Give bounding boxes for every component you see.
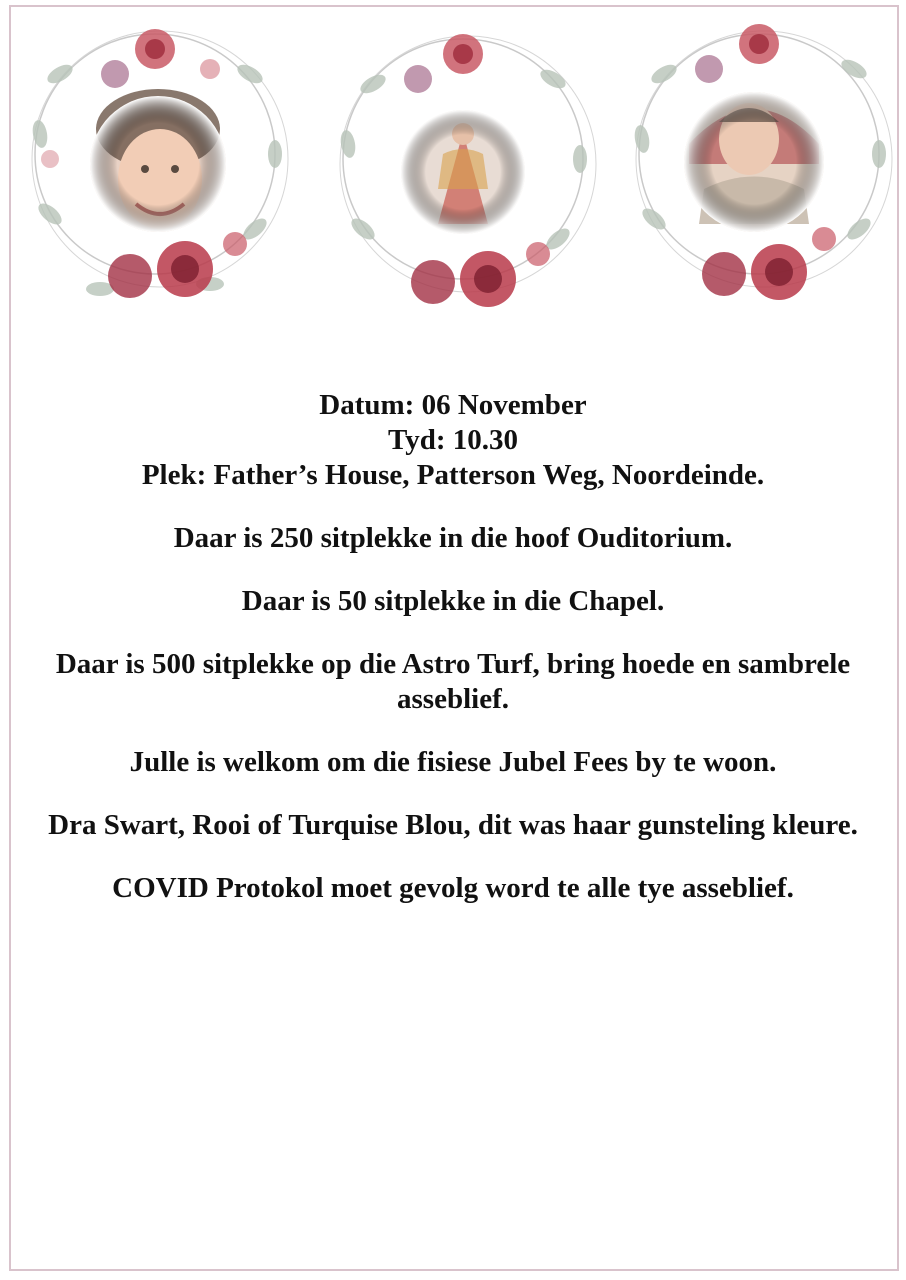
floral-wreath-icon	[318, 14, 608, 314]
portrait-photo	[684, 92, 824, 232]
notice-welcome: Julle is welkom om die fisiese Jubel Fees by te woon.	[129, 746, 777, 778]
notice-astro-turf: Daar is 500 sitplekke op die Astro Turf, bring hoede en sambrele asseblief.	[55, 648, 851, 715]
event-time: Tyd: 10.30	[388, 424, 518, 456]
portrait-wreath-3	[614, 14, 904, 314]
portrait-photo	[401, 110, 525, 234]
event-date: Datum: 06 November	[319, 389, 587, 421]
notice-auditorium: Daar is 250 sitplekke in die hoof Ouditorium.	[173, 522, 733, 554]
floral-wreath-icon	[10, 14, 300, 314]
notice-covid: COVID Protokol moet gevolg word te alle tye asseblief.	[112, 872, 794, 904]
portrait-wreath-2	[318, 14, 608, 314]
floral-wreath-icon	[614, 14, 904, 314]
portrait-photo	[90, 89, 226, 232]
event-details	[40, 388, 866, 493]
event-place: Plek: Father’s House, Patterson Weg, Noordeinde.	[141, 459, 765, 491]
notice-dress-colours: Dra Swart, Rooi of Turquise Blou, dit was haar gunsteling kleure.	[48, 809, 858, 841]
announcement-text	[40, 388, 866, 934]
notice-chapel: Daar is 50 sitplekke in die Chapel.	[241, 585, 665, 617]
portrait-wreath-1	[10, 14, 300, 314]
